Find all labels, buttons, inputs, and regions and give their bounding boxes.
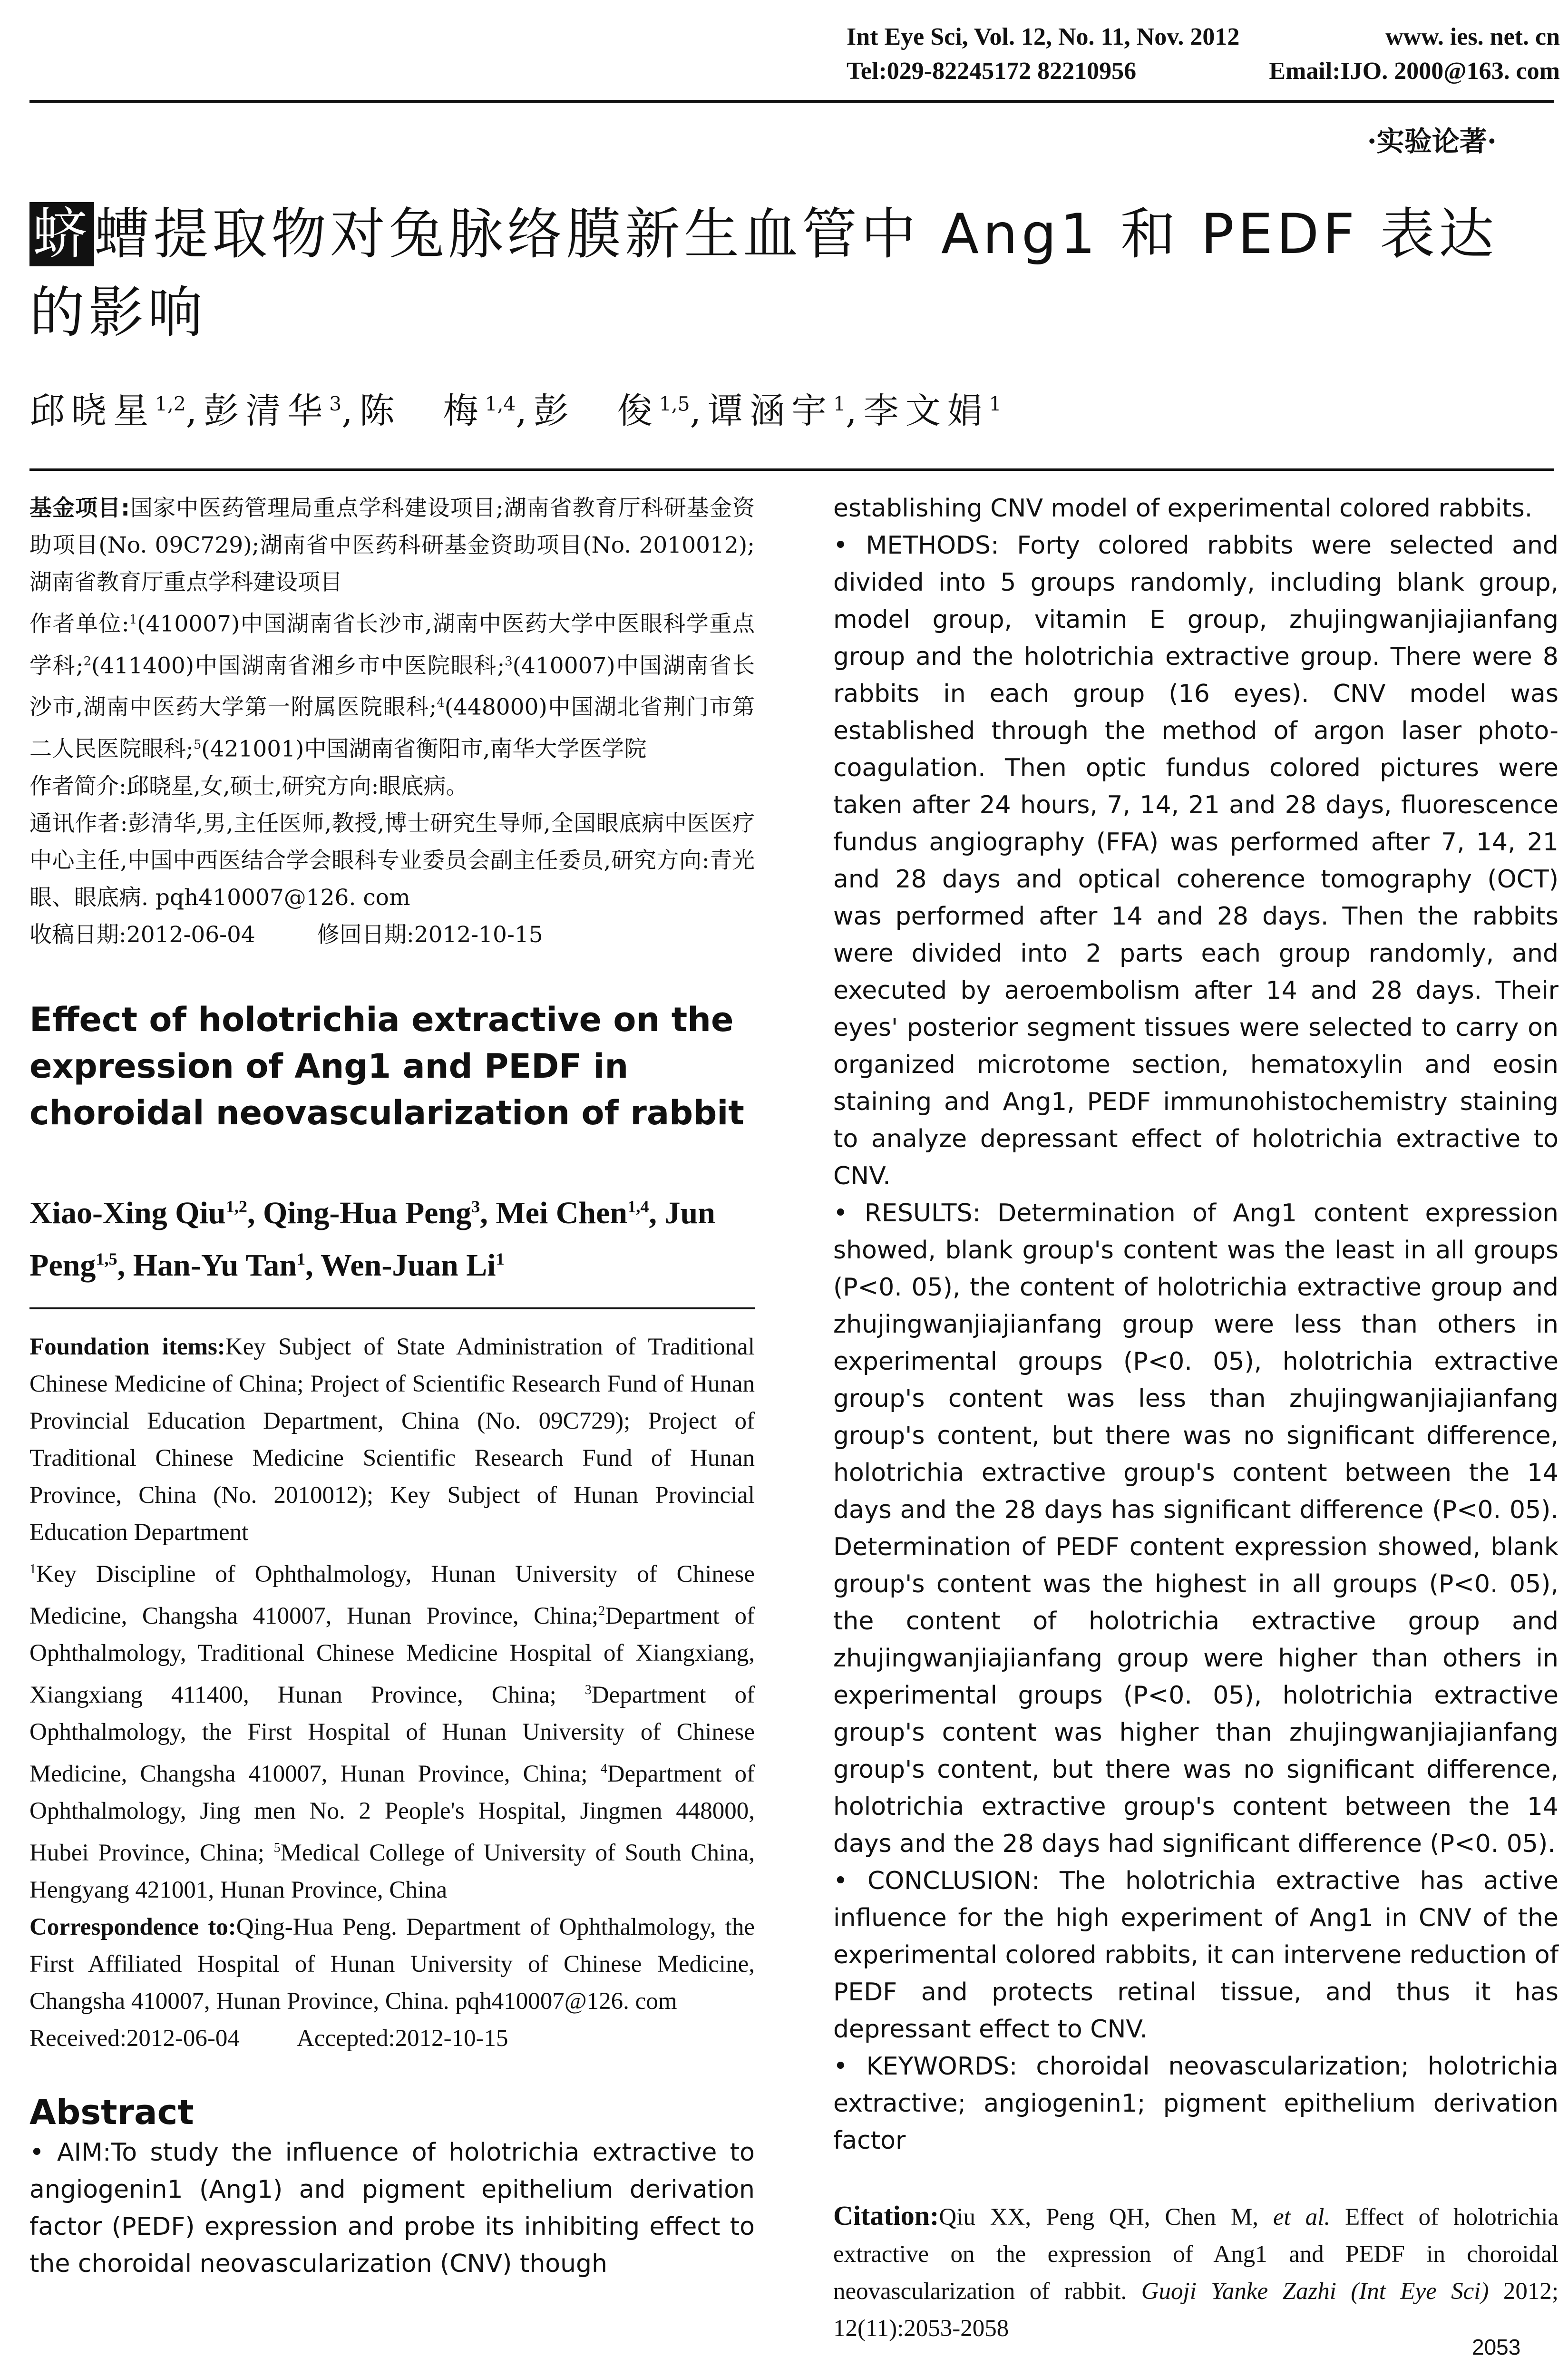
author-en-name: Mei Chen — [496, 1195, 628, 1230]
cn-received-date: 收稿日期:2012-06-04 — [29, 921, 255, 948]
english-title: Effect of holotrichia extractive on the expression of Ang1 and PEDF in choroidal neovascularization of rabbit — [29, 1000, 744, 1132]
journal-website[interactable]: www. ies. net. cn — [1385, 23, 1560, 50]
citation-authors: Qiu XX, Peng QH, Chen M, — [939, 2204, 1259, 2231]
left-column — [29, 490, 755, 2282]
author-cn-name: 邱晓星 — [29, 390, 155, 431]
chinese-front-matter — [29, 490, 755, 954]
cn-affiliation-5: (421001)中国湖南省衡阳市,南华大学医学院 — [201, 736, 647, 762]
en-foundation — [29, 1328, 755, 1551]
abstract-aim: • AIM:To study the influence of holotrichia extractive to angiogenin1 (Ang1) and pigment epithelium derivation factor (PEDF) expression and probe its inhibiting effect to the choroidal neovascularization (CNV) though — [29, 2138, 755, 2278]
en-affiliation-3: Department of Ophthalmology, the First Hospital of Hunan University of Chinese Medicine, Changsha 410007, Hunan Province, China; — [29, 1681, 755, 1787]
page-number: 2053 — [1472, 2335, 1521, 2359]
author-cn-name: 陈 梅 — [359, 390, 485, 431]
en-affiliation-2: Department of Ophthalmology, Traditional Chinese Medicine Hospital of Xiangxiang, Xiangxiang 411400, Hunan Province, China; — [29, 1602, 755, 1708]
cn-affiliation-4: (448000)中国湖北省荆门市第二人民医院眼科; — [29, 694, 755, 762]
cn-affiliation-3: (410007)中国湖南省长沙市,湖南中医药大学第一附属医院眼科; — [29, 653, 755, 721]
author-cn-affiliation: 1,2 — [155, 392, 186, 416]
section-tag: ·实验论著· — [1367, 125, 1497, 157]
author-en-affiliation: 1 — [496, 1249, 505, 1268]
abstract-keywords: • KEYWORDS: choroidal neovascularization; holotrichia extractive; angiogenin1; pigment epithelium derivation factor — [833, 2052, 1558, 2155]
author-cn-affiliation: 3 — [329, 392, 342, 416]
citation-label: Citation: — [833, 2200, 939, 2231]
english-author-list: Xiao-Xing Qiu$^{1,2}$, Qing-Hua Peng$^3$, Mei Chen$^{1,4}$, Jun Peng$^{1,5}$, Han-Yu Tan$^1$, Wen-Juan Li$^1$ — [29, 1195, 715, 1283]
chinese-author-list: 邱晓星$^{1,2}$,彭清华$^3$,陈 梅$^{1,4}$,彭 俊$^{1,5}$,谭涵宇$^1$,李文娟$^1$ — [29, 390, 1002, 431]
author-cn-name: 彭清华 — [204, 390, 330, 431]
en-foundation-label: Foundation items: — [29, 1333, 225, 1360]
cn-affiliation-2: (411400)中国湖南省湘乡市中医院眼科; — [91, 653, 505, 679]
abstract-conclusion: • CONCLUSION: The holotrichia extractive has active influence for the high experiment of Ang1 in CNV of the experimental colored rabbits, it can intervene reduction of PEDF and protects retinal tissue, and thus it has depressant effect to CNV. — [833, 1867, 1558, 2044]
journal-tel: Tel:029-82245172 82210956 — [847, 58, 1137, 85]
author-en-affiliation: 1,5 — [96, 1249, 117, 1268]
author-en-affiliation: 3 — [471, 1197, 480, 1216]
cn-correspondence: 通讯作者:彭清华,男,主任医师,教授,博士研究生导师,全国眼底病中医医疗中心主任,中国中西医结合学会眼科专业委员会副主任委员,研究方向:青光眼、眼底病. pqh410007@126. com — [29, 810, 755, 911]
cn-foundation — [29, 490, 755, 601]
en-foundation-text: Key Subject of State Administration of Traditional Chinese Medicine of China; Project of Scientific Research Fund of Hunan Provincial Education Department, China (No. 09C729); Project of Traditional Chinese Medicine Scientific Research Fund of Hunan Province, China (No. 2010012); Key Subject of Hunan Provincial Education Department — [29, 1333, 755, 1546]
author-cn-affiliation: 1,4 — [485, 392, 516, 416]
cn-affiliation-label: 作者单位: — [29, 611, 129, 637]
chinese-title-text: 螬提取物对兔脉络膜新生血管中 Ang1 和 PEDF 表达的影响 — [29, 202, 1498, 345]
chinese-title — [29, 195, 1551, 352]
cn-foundation-label: 基金项目: — [29, 495, 130, 521]
en-affiliation-4: Department of Ophthalmology, Jing men No. 2 People's Hospital, Jingmen 448000, Hubei Province, China; — [29, 1760, 755, 1866]
en-accepted-date: Accepted:2012-10-15 — [296, 2025, 508, 2052]
cn-foundation-text: 国家中医药管理局重点学科建设项目;湖南省教育厅科研基金资助项目(No. 09C729);湖南省中医药科研基金资助项目(No. 2010012);湖南省教育厅重点学科建设项目 — [29, 495, 755, 595]
en-correspondence-text[interactable]: Qing-Hua Peng. Department of Ophthalmology, the First Affiliated Hospital of Hunan University of Chinese Medicine, Changsha 410007, Hunan Province, China. pqh410007@126. com — [29, 1913, 755, 2015]
author-en-affiliation: 1,2 — [225, 1197, 247, 1216]
en-affiliation-5: Medical College of University of South China, Hengyang 421001, Hunan Province, China — [29, 1839, 755, 1903]
en-correspondence-label: Correspondence to: — [29, 1913, 236, 1940]
cn-dates — [29, 916, 755, 954]
abstract-results: • RESULTS: Determination of Ang1 content expression showed, blank group's content was the least in all groups (P<0. 05), the content of holotrichia extractive group and zhujingwanjiajianfang group were less than others in experimental groups (P<0. 05), holotrichia extractive group's content was less than zhujingwanjiajianfang group's content, but there was no significant difference, holotrichia extractive group's content between the 14 days and the 28 days has significant difference (P<0. 05). Determination of PEDF content expression showed, blank group's content was the highest in all groups (P<0. 05), the content of holotrichia extractive group and zhujingwanjiajianfang group were higher than others in experimental groups (P<0. 05), holotrichia extractive group's content was higher than zhujingwanjiajianfang group's content, but there was no significant difference, holotrichia extractive group's content between the 14 days and the 28 days had significant difference (P<0. 05). — [833, 1199, 1558, 1858]
en-received-date: Received:2012-06-04 — [29, 2025, 240, 2052]
author-en-name: Wen-Juan Li — [320, 1247, 496, 1283]
cn-revised-date: 修回日期:2012-10-15 — [317, 921, 543, 948]
author-cn-affiliation: 1,5 — [659, 392, 690, 416]
author-cn-name: 彭 俊 — [533, 390, 659, 431]
author-cn-name: 谭涵宇 — [708, 390, 834, 431]
citation-journal: Guoji Yanke Zazhi (Int Eye Sci) — [1141, 2278, 1489, 2305]
en-correspondence — [29, 1909, 755, 2020]
english-front-matter — [29, 1328, 755, 2057]
author-rule — [29, 1307, 755, 1309]
cn-affiliations: 作者单位:$^1$(410007)中国湖南省长沙市,湖南中医药大学中医眼科学重点学科;$^2$(411400)中国湖南省湘乡市中医院眼科;$^3$(410007)中国湖南省长沙市,湖南中医药大学第一附属医院眼科;$^4$(448000)中国湖北省荆门市第二人民医院眼科;$^5$(421001)中国湖南省衡阳市,南华大学医学院 — [29, 611, 755, 762]
author-cn-affiliation: 1 — [989, 392, 1002, 416]
en-affiliation-1: Key Discipline of Ophthalmology, Hunan University of Chinese Medicine, Changsha 410007, Hunan Province, China; — [29, 1560, 755, 1629]
en-affiliations: $^1$Key Discipline of Ophthalmology, Hunan University of Chinese Medicine, Changsha 410007, Hunan Province, China;$^2$Department of Ophthalmology, Traditional Chinese Medicine Hospital of Xiangxiang, Xiangxiang 411400, Hunan Province, China; $^3$Department of Ophthalmology, the First Hospital of Hunan University of Chinese Medicine, Changsha 410007, Hunan Province, China; $^4$Department of Ophthalmology, Jing men No. 2 People's Hospital, Jingmen 448000, Hubei Province, China; $^5$Medical College of University of South China, Hengyang 421001, Hunan Province, China — [29, 1560, 755, 1903]
abstract-methods: • METHODS: Forty colored rabbits were selected and divided into 5 groups randomly, including blank group, model group, vitamin E group, zhujingwanjiajianfang group and the holotrichia extractive group. There were 8 rabbits in each group (16 eyes). CNV model was established through the method of argon laser photo-coagulation. Then optic fundus colored pictures were taken after 24 hours, 7, 14, 21 and 28 days, fluorescence fundus angiography (FFA) was performed after 7, 14, 21 and 28 days and optical coherence tomography (OCT) was performed after 14 and 28 days. Then the rabbits were divided into 2 parts each group randomly, and executed by aeroembolism after 14 and 28 days. Their eyes' posterior segment tissues were selected to carry on organized microtome section, hematoxylin and eosin staining and Ang1, PEDF immunohistochemistry staining to analyze depressant effect of holotrichia extractive to CNV. — [833, 531, 1558, 1190]
title-rule — [29, 468, 1554, 471]
abstract-heading: Abstract — [29, 2092, 194, 2132]
en-dates — [29, 2020, 755, 2057]
abstract-aim-continued: establishing CNV model of experimental colored rabbits. — [833, 494, 1533, 523]
author-en-affiliation: 1 — [297, 1249, 306, 1268]
citation-title: Effect of holotrichia extractive on the expression of Ang1 and PEDF in choroidal neovascularization of rabbit. — [833, 2204, 1559, 2305]
author-en-name: Qing-Hua Peng — [263, 1195, 472, 1230]
author-en-affiliation: 1,4 — [627, 1197, 649, 1216]
journal-citation-line: Int Eye Sci, Vol. 12, No. 11, Nov. 2012 — [847, 23, 1240, 50]
journal-email[interactable]: Email:IJO. 2000@163. com — [1269, 58, 1560, 85]
citation-volume: 2012; 12(11):2053-2058 — [833, 2278, 1559, 2342]
author-en-name: Xiao-Xing Qiu — [29, 1195, 226, 1230]
right-column — [833, 490, 1558, 2347]
journal-header — [847, 20, 1560, 88]
chinese-title-first-char: 蛴 — [29, 202, 94, 266]
cn-affiliation-1: (410007)中国湖南省长沙市,湖南中医药大学中医眼科学重点学科; — [29, 611, 755, 679]
citation — [833, 2197, 1558, 2347]
author-cn-name: 李文娟 — [863, 390, 989, 431]
author-cn-affiliation: 1 — [833, 392, 846, 416]
author-en-name: Jun Peng — [29, 1195, 715, 1283]
header-rule — [29, 100, 1554, 103]
cn-author-bio: 作者简介:邱晓星,女,硕士,研究方向:眼底病。 — [29, 773, 468, 799]
author-en-name: Han-Yu Tan — [133, 1247, 297, 1283]
citation-etal: et al. — [1273, 2204, 1331, 2231]
